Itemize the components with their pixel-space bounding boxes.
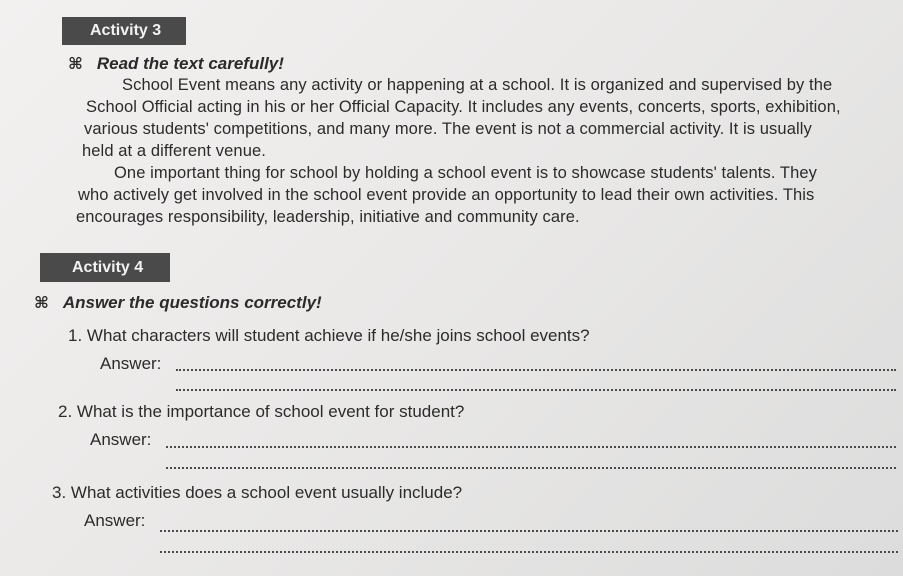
paragraph-2-line: encourages responsibility, leadership, initiative and community care.: [76, 208, 580, 226]
answer-2-line-2[interactable]: [166, 467, 896, 469]
answer-3-label: Answer:: [84, 511, 146, 530]
answer-3-line-1[interactable]: [160, 530, 898, 532]
question-3: 3. What activities does a school event usually include?: [52, 483, 463, 502]
answer-1-line-2[interactable]: [176, 389, 896, 391]
answer-1-line-1[interactable]: [176, 369, 896, 371]
paragraph-2-line: who actively get involved in the school event provide an opportunity to lead their own activities. This: [78, 186, 815, 204]
question-2: 2. What is the importance of school event for student?: [58, 402, 465, 421]
activity-3-instruction-text: Read the text carefully!: [96, 54, 284, 73]
activity-4-badge: Activity 4: [40, 253, 170, 282]
activity-3-instruction: [68, 54, 284, 74]
paragraph-1-line: School Event means any activity or happening at a school. It is organized and supervised by the: [122, 76, 833, 94]
command-symbol-icon: ⌘: [68, 56, 83, 73]
answer-3-line-2[interactable]: [160, 551, 898, 553]
paragraph-1-line: various students' competitions, and many more. The event is not a commercial activity. It is usually: [84, 120, 812, 138]
paragraph-1-line: School Official acting in his or her Official Capacity. It includes any events, concerts, sports, exhibition,: [86, 98, 841, 116]
answer-1-label: Answer:: [100, 354, 162, 373]
activity-3-badge: Activity 3: [62, 17, 186, 45]
question-1: 1. What characters will student achieve if he/she joins school events?: [68, 326, 590, 345]
paragraph-2-line: One important thing for school by holding a school event is to showcase students' talents. They: [114, 164, 817, 182]
activity-4-instruction-text: Answer the questions correctly!: [62, 293, 322, 312]
command-symbol-icon: ⌘: [34, 295, 49, 312]
paragraph-1-line: held at a different venue.: [82, 142, 266, 160]
activity-4-instruction: [34, 293, 322, 313]
answer-2-line-1[interactable]: [166, 446, 896, 448]
answer-2-label: Answer:: [90, 430, 152, 449]
